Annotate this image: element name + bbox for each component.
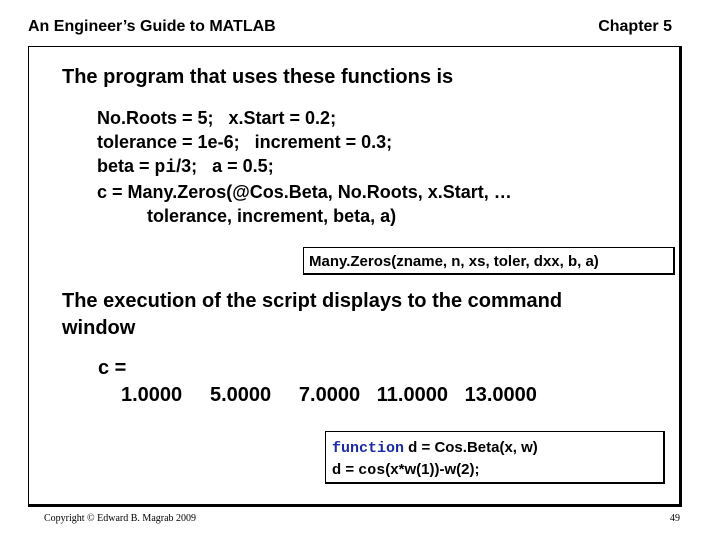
- code-line-3-end: /3; a = 0.5;: [176, 156, 274, 176]
- intro-text: The program that uses these functions is: [62, 66, 454, 88]
- output-values: 1.0000 5.0000 7.0000 11.0000 13.0000: [121, 384, 537, 406]
- function-keyword: function: [332, 440, 405, 457]
- function-box: [325, 431, 665, 484]
- code-line-1: No.Roots = 5; x.Start = 0.2;: [97, 108, 337, 128]
- execution-text-line-2: window: [62, 317, 136, 339]
- function-line-2-start: d =: [332, 461, 359, 478]
- pi-function: pi: [154, 158, 177, 178]
- book-title: An Engineer’s Guide to MATLAB: [28, 18, 276, 35]
- code-line-2: tolerance = 1e-6; increment = 0.3;: [97, 132, 393, 152]
- execution-text: [62, 288, 562, 342]
- page-number: 49: [670, 513, 680, 524]
- output-variable: c =: [98, 357, 127, 379]
- chapter-label: Chapter 5: [598, 18, 672, 35]
- script-code-block: [97, 106, 512, 228]
- function-line-2-end: (x*w(1))-w(2);: [385, 461, 480, 478]
- cos-function: cos: [358, 462, 386, 479]
- code-line-3-start: beta =: [97, 156, 155, 176]
- function-line-1: [332, 437, 657, 459]
- code-line-5: tolerance, increment, beta, a): [97, 206, 397, 226]
- copyright-text: Copyright © Edward B. Magrab 2009: [44, 513, 197, 524]
- code-line-3: [97, 154, 512, 180]
- execution-text-line-1: The execution of the script displays to the command: [62, 290, 563, 312]
- function-line-2: [332, 459, 657, 481]
- function-signature: d = Cos.Beta(x, w): [404, 439, 538, 456]
- signature-box: Many.Zeros(zname, n, xs, toler, dxx, b, a): [303, 247, 675, 275]
- code-line-4: c = Many.Zeros(@Cos.Beta, No.Roots, x.Start, …: [97, 182, 512, 202]
